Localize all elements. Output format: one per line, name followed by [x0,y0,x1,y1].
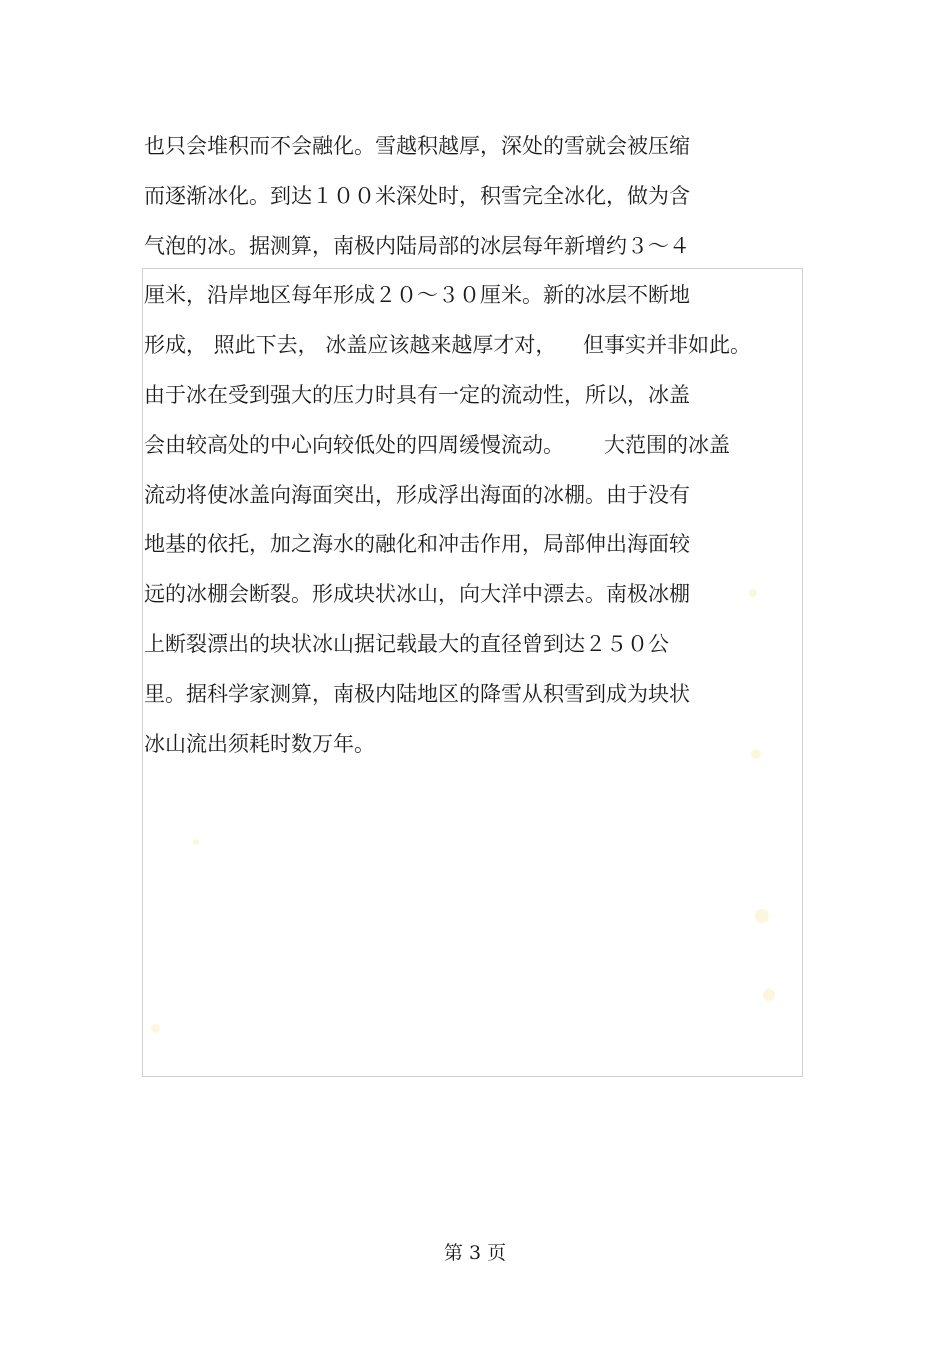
text-line: 形成， 照此下去， 冰盖应该越来越厚才对， 但事实并非如此。 [144,333,752,358]
text-line: 而逐渐冰化。到达１００米深处时，积雪完全冰化，做为含 [144,183,690,208]
background-speck [193,839,199,845]
text-line: 地基的依托，加之海水的融化和冲击作用，局部伸出海面较 [144,532,690,557]
text-line: 远的冰棚会断裂。形成块状冰山，向大洋中漂去。南极冰棚 [144,582,690,607]
background-speck [755,909,769,923]
text-line: 厘米，沿岸地区每年形成２０～３０厘米。新的冰层不断地 [144,283,690,308]
text-line: 由于冰在受到强大的压力时具有一定的流动性，所以，冰盖 [144,382,690,407]
text-line: 冰山流出须耗时数万年。 [144,731,375,756]
text-line: 会由较高处的中心向较低处的四周缓慢流动。 大范围的冰盖 [144,432,731,457]
background-speck [151,1024,160,1033]
text-line: 气泡的冰。据测算，南极内陆局部的冰层每年新增约３～４ [144,233,690,258]
text-line: 里。据科学家测算，南极内陆地区的降雪从积雪到成为块状 [144,681,690,706]
text-line: 上断裂漂出的块状冰山据记载最大的直径曾到达２５０公 [144,631,669,656]
document-body [144,122,804,769]
text-line: 流动将使冰盖向海面突出，形成浮出海面的冰棚。由于没有 [144,482,690,507]
background-speck [763,989,775,1001]
text-line: 也只会堆积而不会融化。雪越积越厚，深处的雪就会被压缩 [144,134,690,158]
page-number: 第 3 页 [443,1242,507,1264]
